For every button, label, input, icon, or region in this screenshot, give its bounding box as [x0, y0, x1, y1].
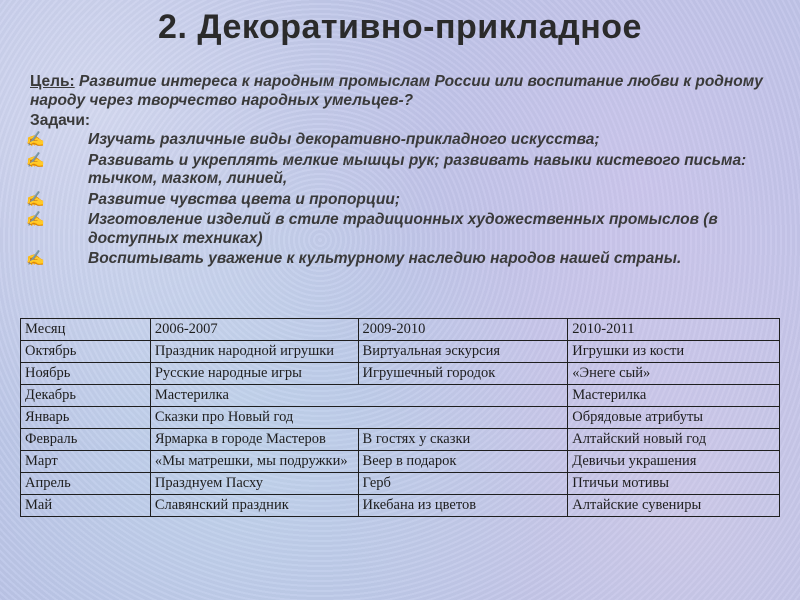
header-cell: 2010-2011: [568, 319, 780, 341]
pencil-check-icon: ✍: [26, 131, 45, 148]
table-cell: Празднуем Пасху: [150, 473, 358, 495]
month-cell: Март: [21, 451, 151, 473]
table-cell: Славянский праздник: [150, 495, 358, 517]
goal-text: Развитие интереса к народным промыслам России или воспитание любви к родному народу через творчество народных умельцев-?: [30, 73, 763, 109]
task-text: Изготовление изделий в стиле традиционных художественных промыслов (в доступных техниках): [88, 211, 718, 247]
table-row: [21, 385, 780, 407]
table-row: [21, 429, 780, 451]
table-cell: Веер в подарок: [358, 451, 568, 473]
table-cell: В гостях у сказки: [358, 429, 568, 451]
table-row: [21, 363, 780, 385]
task-text: Воспитывать уважение к культурному наследию народов нашей страны.: [88, 250, 682, 267]
month-cell: Ноябрь: [21, 363, 151, 385]
task-text: Развитие чувства цвета и пропорции;: [88, 190, 401, 208]
table-cell: Игрушечный городок: [358, 363, 568, 385]
tasks-list: [26, 131, 756, 271]
table-cell: «Мы матрешки, мы подружки»: [150, 451, 358, 473]
task-item: [26, 152, 756, 189]
month-cell: Февраль: [21, 429, 151, 451]
task-text: Изучать различные виды декоративно-прикладного искусства;: [88, 131, 600, 148]
table-cell: Икебана из цветов: [358, 495, 568, 517]
table-cell: Герб: [358, 473, 568, 495]
table-cell: Ярмарка в городе Мастеров: [150, 429, 358, 451]
task-item: [26, 211, 756, 248]
table-cell: Алтайские сувениры: [568, 495, 780, 517]
month-cell: Октябрь: [21, 341, 151, 363]
month-cell: Май: [21, 495, 151, 517]
task-item: [26, 191, 756, 210]
table-cell: Сказки про Новый год: [150, 407, 567, 429]
pencil-check-icon: ✍: [26, 151, 45, 169]
table-cell: «Энеге сый»: [568, 363, 780, 385]
table-row: [21, 473, 780, 495]
header-cell: 2009-2010: [358, 319, 568, 341]
table-cell: Русские народные игры: [150, 363, 358, 385]
table-cell: Игрушки из кости: [568, 341, 780, 363]
table-cell: Алтайский новый год: [568, 429, 780, 451]
pencil-check-icon: ✍: [26, 190, 45, 208]
month-cell: Январь: [21, 407, 151, 429]
month-cell: Декабрь: [21, 385, 151, 407]
pencil-check-icon: ✍: [26, 250, 45, 267]
table-row: [21, 407, 780, 429]
task-item: [26, 250, 756, 269]
header-cell: Месяц: [21, 319, 151, 341]
task-text: Развивать и укреплять мелкие мышцы рук; развивать навыки кистевого письма: тычком, мазком, линией,: [88, 151, 747, 187]
table-cell: Птичьи мотивы: [568, 473, 780, 495]
task-item: [26, 131, 756, 150]
table-row: [21, 341, 780, 363]
header-cell: 2006-2007: [150, 319, 358, 341]
goal-label: Цель:: [30, 73, 75, 90]
table-cell: Виртуальная эскурсия: [358, 341, 568, 363]
table-cell: Мастерилка: [150, 385, 567, 407]
table-row: [21, 451, 780, 473]
month-cell: Апрель: [21, 473, 151, 495]
table-cell: Обрядовые атрибуты: [568, 407, 780, 429]
pencil-check-icon: ✍: [26, 211, 45, 228]
schedule-table: [20, 318, 780, 517]
goal-paragraph: [30, 72, 770, 110]
tasks-label: Задачи:: [30, 112, 91, 129]
table-cell: Мастерилка: [568, 385, 780, 407]
table-header-row: [21, 319, 780, 341]
table-row: [21, 495, 780, 517]
slide-title: 2. Декоративно-прикладное: [158, 8, 642, 46]
table-cell: Девичьи украшения: [568, 451, 780, 473]
table-cell: Праздник народной игрушки: [150, 341, 358, 363]
